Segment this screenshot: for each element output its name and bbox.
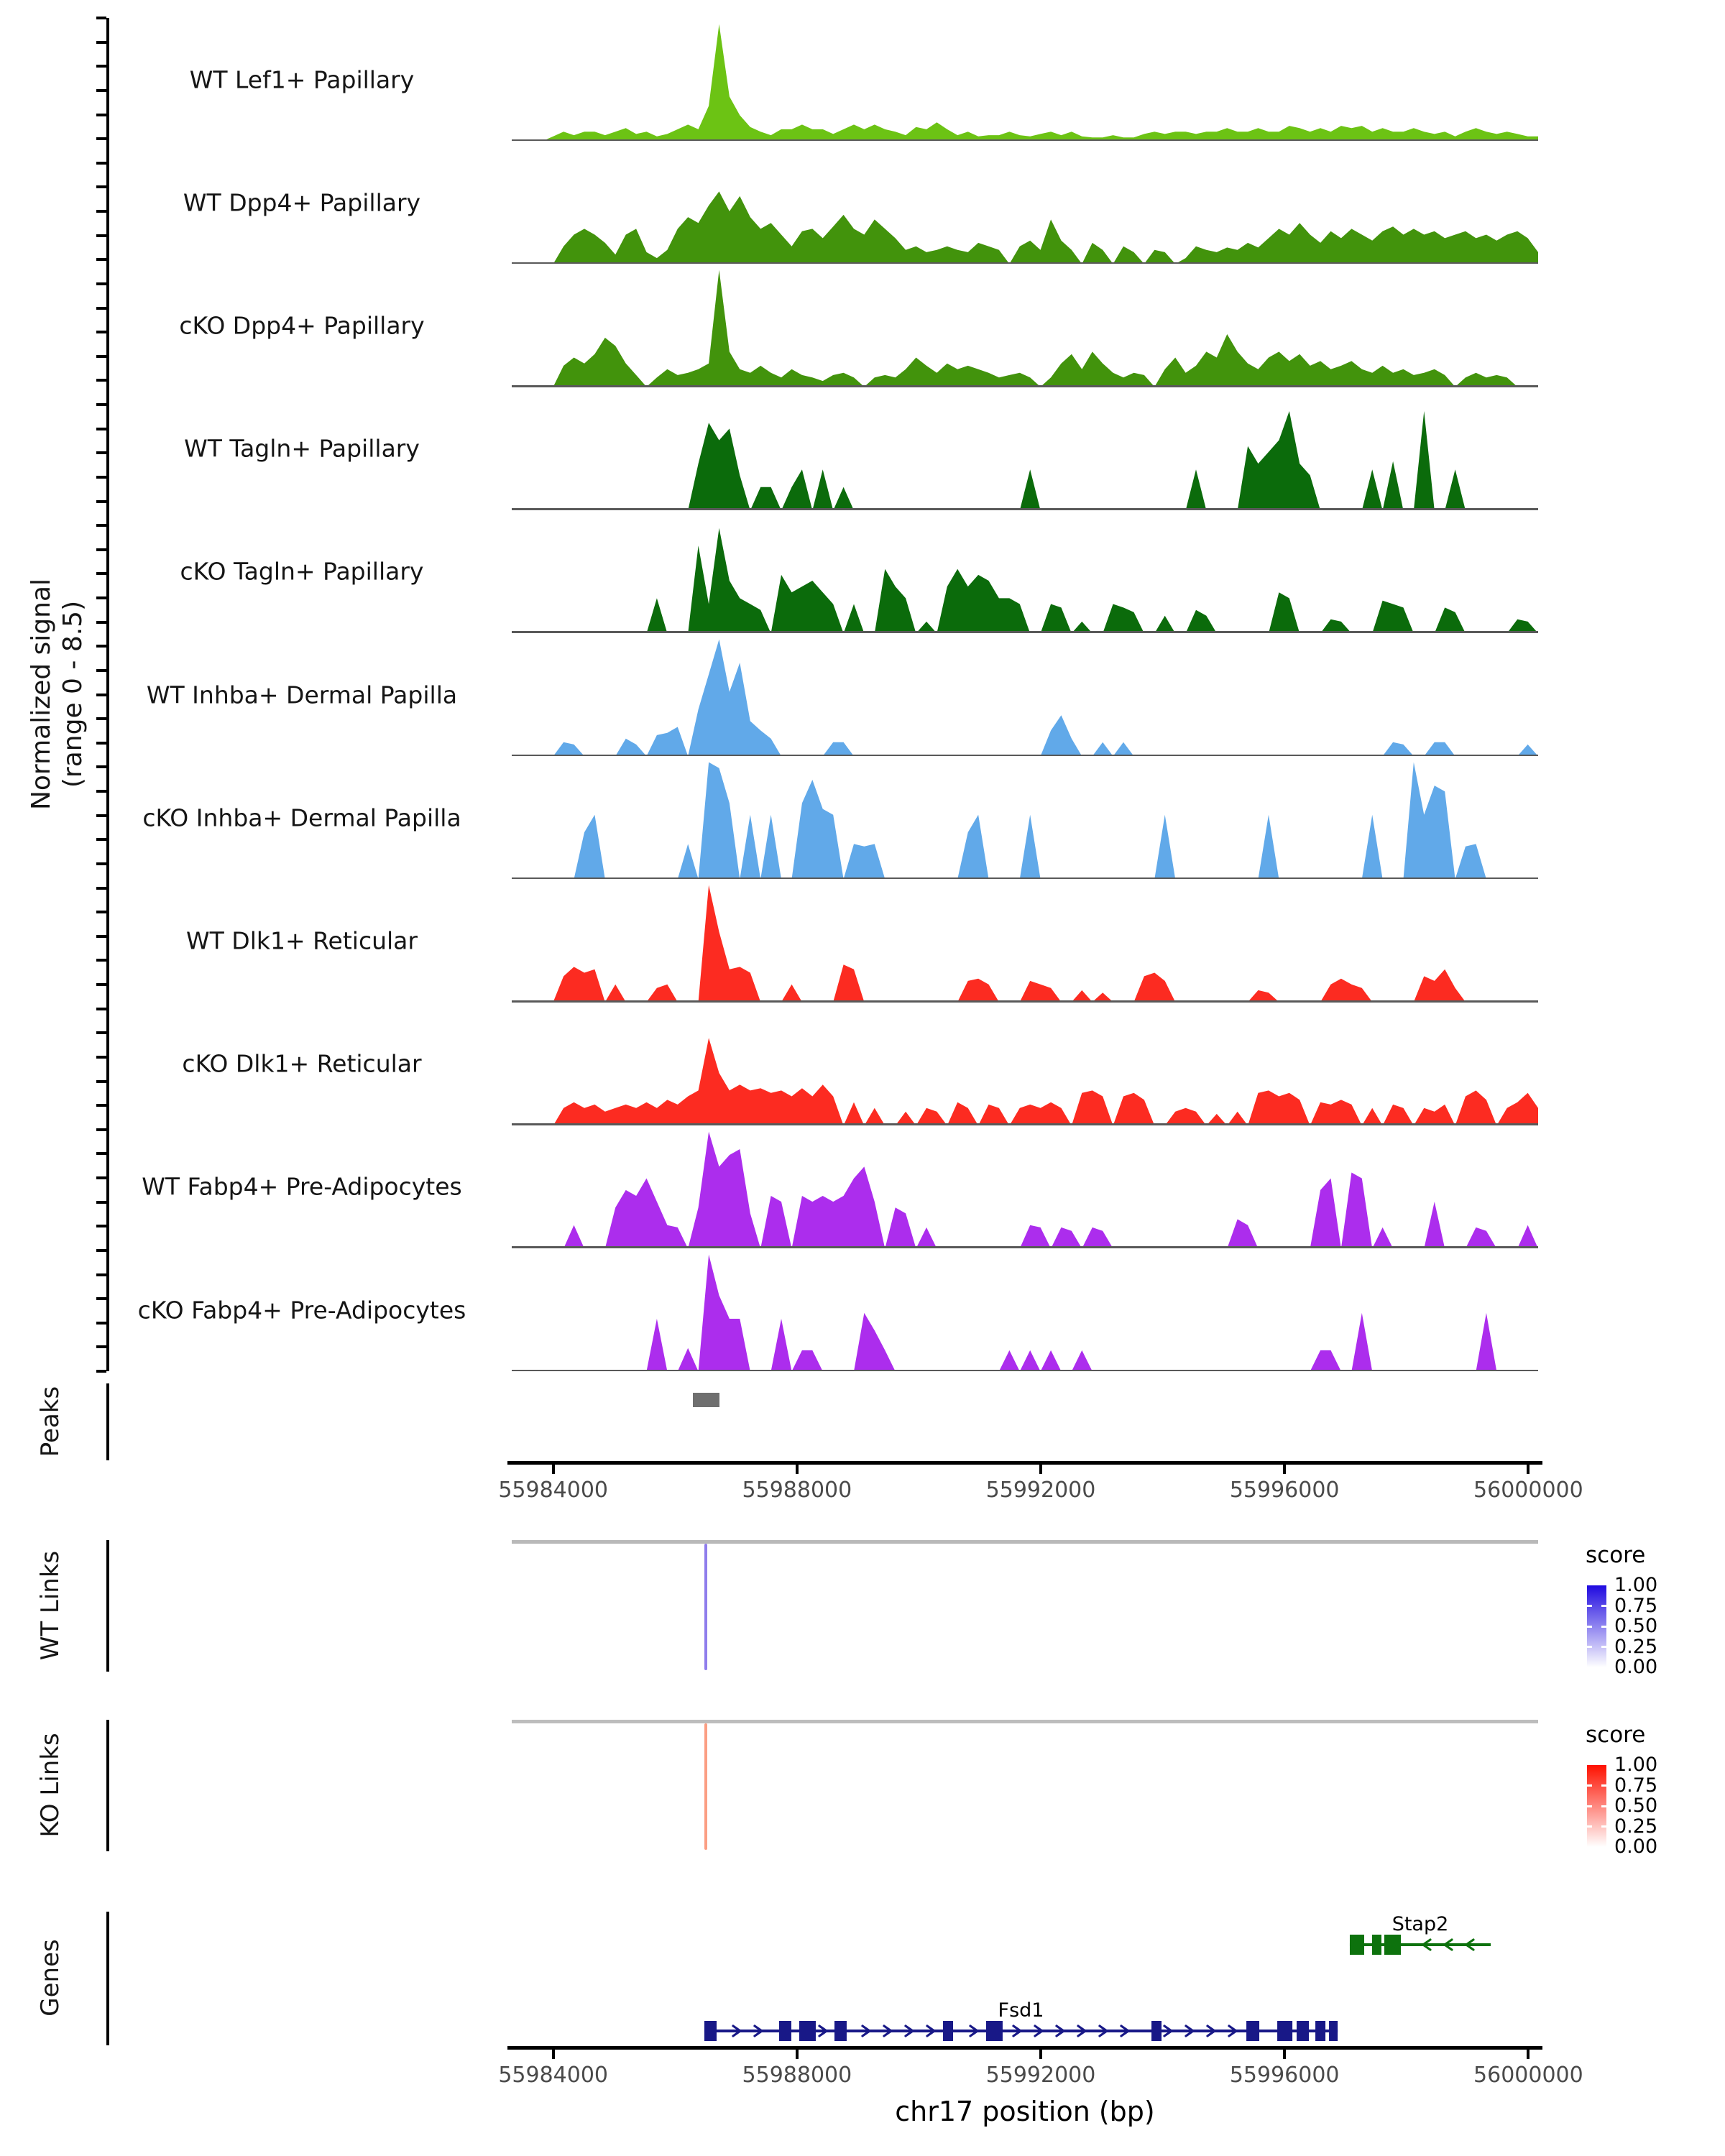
- track-row: [0, 18, 1725, 141]
- legend-tick-label: 0.50: [1614, 1615, 1658, 1637]
- section-label-genes: Genes: [36, 1939, 65, 2017]
- legend-bar-tick: [1587, 1805, 1592, 1807]
- genome-axis-tick-label: 55984000: [498, 1478, 609, 1503]
- genome-axis-bottom: [0, 2044, 1725, 2101]
- gene-label: Fsd1: [998, 1999, 1044, 2022]
- genome-axis-tick: [796, 1465, 799, 1474]
- genome-axis-line: [507, 2046, 1542, 2050]
- links-baseline: [512, 1720, 1538, 1723]
- coverage-signal-svg: [512, 18, 1538, 141]
- track-row: [0, 1003, 1725, 1125]
- genes-svg: [512, 1869, 1538, 2070]
- coverage-signal-svg: [512, 1248, 1538, 1371]
- genome-axis-middle: [0, 1459, 1725, 1516]
- exon-box: [943, 2021, 953, 2041]
- coverage-signal-svg: [512, 879, 1538, 1002]
- coverage-area: [512, 1038, 1538, 1125]
- coverage-signal-svg: [512, 756, 1538, 879]
- coverage-area: [512, 1255, 1538, 1372]
- exon-box: [986, 2021, 1003, 2041]
- track-row: [0, 264, 1725, 387]
- genome-axis-tick-label: 55988000: [742, 1478, 852, 1503]
- genome-axis-tick: [1283, 2050, 1286, 2059]
- genome-axis-tick: [796, 2050, 799, 2059]
- legend-bar-tick: [1601, 1784, 1606, 1787]
- genome-axis-tick-label: 55992000: [985, 1478, 1096, 1503]
- legend-bar-tick: [1587, 1784, 1592, 1787]
- exon-box: [1315, 2021, 1325, 2041]
- x-axis-label: chr17 position (bp): [895, 2096, 1155, 2127]
- genome-axis-tick: [552, 1465, 555, 1474]
- track-label: WT Dpp4+ Papillary: [183, 188, 421, 217]
- legend-tick-label: 0.50: [1614, 1795, 1658, 1817]
- link-line: [704, 1723, 707, 1850]
- genome-axis-tick-label: 56000000: [1473, 1478, 1583, 1503]
- coverage-area: [512, 1131, 1538, 1248]
- track-label: cKO Inhba+ Dermal Papilla: [142, 803, 461, 832]
- track-baseline: [512, 1370, 1538, 1372]
- coverage-area: [512, 24, 1538, 142]
- genome-axis-tick: [1039, 1465, 1042, 1474]
- wt-legend-title: score: [1586, 1542, 1646, 1568]
- legend-bar-tick: [1587, 1825, 1592, 1828]
- legend-tick-label: 0.75: [1614, 1594, 1658, 1617]
- coverage-signal-svg: [512, 264, 1538, 387]
- exon-box: [1246, 2021, 1259, 2041]
- coverage-area: [512, 640, 1538, 757]
- track-label: WT Lef1+ Papillary: [189, 65, 415, 94]
- track-label: cKO Tagln+ Papillary: [180, 557, 424, 586]
- genome-axis-tick: [1527, 2050, 1530, 2059]
- genome-axis-tick-label: 55988000: [742, 2063, 852, 2088]
- track-label: WT Inhba+ Dermal Papilla: [146, 681, 458, 709]
- legend-tick-label: 1.00: [1614, 1574, 1658, 1596]
- coverage-signal-svg: [512, 141, 1538, 264]
- legend-bar-tick: [1587, 1626, 1592, 1628]
- track-label: WT Tagln+ Papillary: [184, 434, 420, 463]
- ko-links-panel: [0, 1718, 1725, 1854]
- legend-bar-tick: [1601, 1605, 1606, 1607]
- legend-bar-tick: [1601, 1805, 1606, 1807]
- gene-label: Stap2: [1392, 1913, 1449, 1935]
- ko-legend-title: score: [1586, 1722, 1646, 1748]
- track-label: WT Dlk1+ Reticular: [186, 926, 418, 955]
- legend-tick-label: 0.25: [1614, 1815, 1658, 1838]
- exon-box: [799, 2021, 816, 2041]
- coverage-signal-svg: [512, 1125, 1538, 1248]
- track-row: [0, 879, 1725, 1002]
- legend-bar-tick: [1587, 1605, 1592, 1607]
- exon-box: [834, 2021, 847, 2041]
- genome-axis-tick-label: 55996000: [1229, 1478, 1340, 1503]
- legend-tick-label: 1.00: [1614, 1754, 1658, 1776]
- genome-axis-tick-label: 55996000: [1229, 2063, 1340, 2088]
- coverage-area: [512, 270, 1538, 387]
- coverage-signal-svg: [512, 1003, 1538, 1125]
- genome-axis-line: [507, 1461, 1542, 1465]
- genome-axis-tick-label: 55984000: [498, 2063, 609, 2088]
- exon-box: [1384, 1935, 1401, 1955]
- track-label: cKO Fabp4+ Pre-Adipocytes: [137, 1296, 466, 1325]
- exon-box: [704, 2021, 717, 2041]
- exon-box: [1151, 2021, 1162, 2041]
- exon-box: [1350, 1935, 1364, 1955]
- peaks-track: [0, 1373, 1725, 1462]
- genome-axis-tick: [1527, 1465, 1530, 1474]
- track-row: [0, 1248, 1725, 1371]
- section-label-peaks: Peaks: [36, 1386, 65, 1457]
- coverage-area: [512, 528, 1538, 633]
- coverage-signal-svg: [512, 510, 1538, 633]
- peak-box: [693, 1393, 719, 1407]
- link-line: [704, 1544, 707, 1670]
- track-row: [0, 633, 1725, 756]
- track-label: cKO Dlk1+ Reticular: [182, 1049, 422, 1078]
- exon-box: [779, 2021, 791, 2041]
- section-label-ko-links: KO Links: [36, 1733, 65, 1838]
- track-row: [0, 756, 1725, 879]
- coverage-area: [512, 411, 1538, 510]
- track-label: cKO Dpp4+ Papillary: [179, 311, 425, 340]
- genome-axis-tick: [1283, 1465, 1286, 1474]
- legend-bar-tick: [1587, 1646, 1592, 1648]
- coverage-area: [512, 885, 1538, 1003]
- y-axis-label-line1: Normalized signal: [27, 578, 56, 811]
- coverage-signal-svg: [512, 633, 1538, 756]
- exon-box: [1329, 2021, 1338, 2041]
- legend-bar-tick: [1601, 1626, 1606, 1628]
- genes-panel: [0, 1869, 1725, 2070]
- y-axis-label-line2: (range 0 - 8.5): [58, 600, 88, 788]
- links-baseline: [512, 1540, 1538, 1544]
- legend-tick-label: 0.75: [1614, 1774, 1658, 1797]
- legend-bar-tick: [1601, 1646, 1606, 1648]
- coverage-area: [512, 192, 1538, 264]
- genome-axis-tick: [1039, 2050, 1042, 2059]
- coverage-area: [512, 763, 1538, 880]
- legend-tick-label: 0.25: [1614, 1635, 1658, 1658]
- track-row: [0, 387, 1725, 510]
- track-row: [0, 510, 1725, 633]
- wt-links-panel: [0, 1538, 1725, 1674]
- section-label-wt-links: WT Links: [36, 1550, 65, 1661]
- legend-tick-label: 0.00: [1614, 1835, 1658, 1858]
- track-row: [0, 141, 1725, 264]
- genome-axis-tick-label: 56000000: [1473, 2063, 1583, 2088]
- genome-axis-tick: [552, 2050, 555, 2059]
- track-row: [0, 1125, 1725, 1248]
- legend-tick-label: 0.00: [1614, 1656, 1658, 1678]
- exon-box: [1297, 2021, 1309, 2041]
- genome-axis-tick-label: 55992000: [985, 2063, 1096, 2088]
- exon-box: [1372, 1935, 1381, 1955]
- legend-bar-tick: [1601, 1825, 1606, 1828]
- coverage-signal-svg: [512, 387, 1538, 510]
- exon-box: [1277, 2021, 1292, 2041]
- track-label: WT Fabp4+ Pre-Adipocytes: [142, 1172, 462, 1201]
